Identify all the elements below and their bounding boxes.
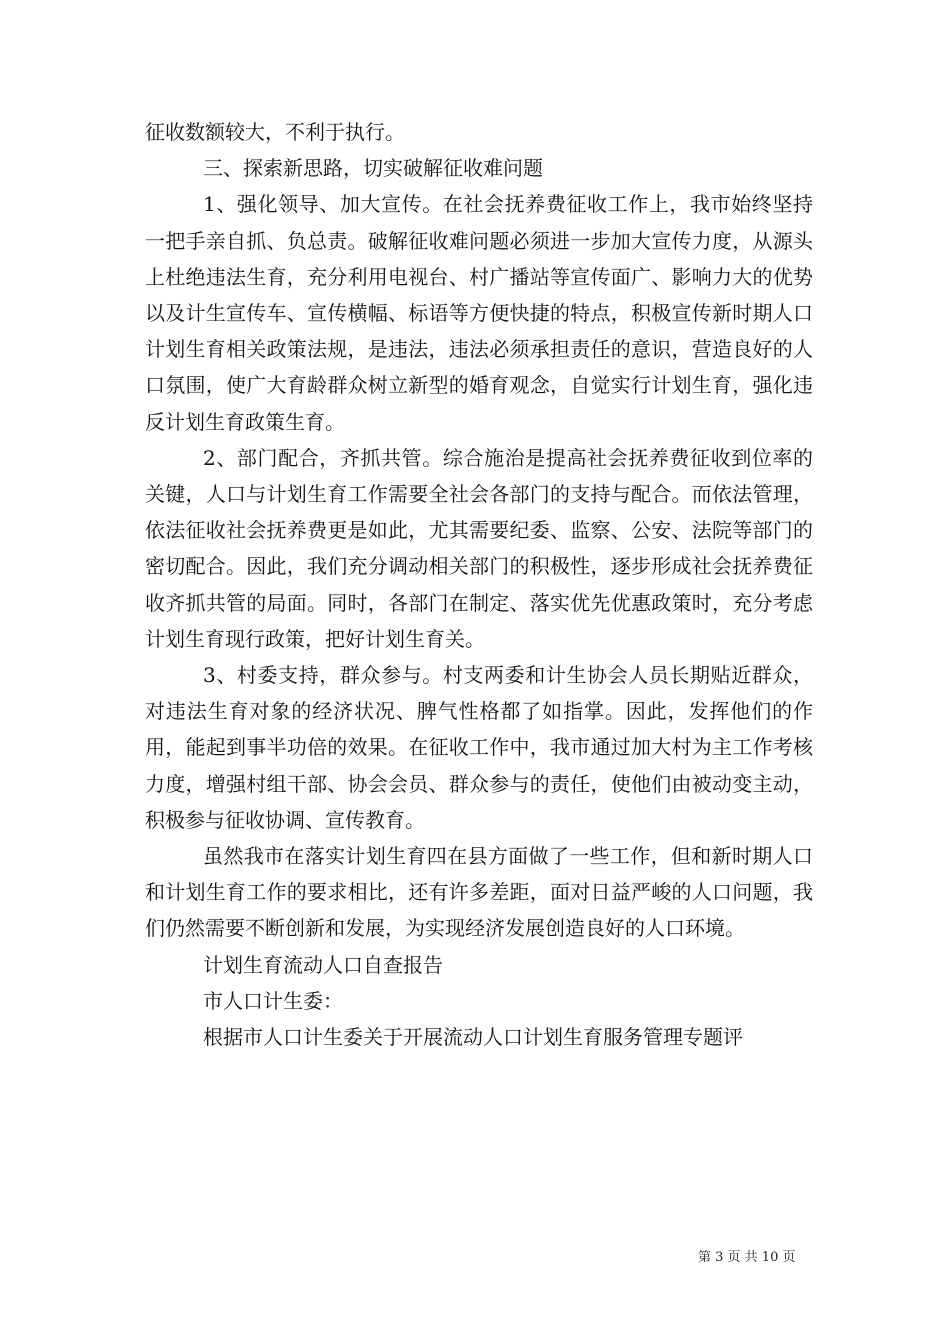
report-opening-line: 根据市人口计生委关于开展流动人口计划生育服务管理专题评 <box>203 1025 743 1050</box>
section-heading: 三、探索新思路，切实破解征收难问题 <box>203 156 543 181</box>
report-title: 计划生育流动人口自查报告 <box>203 952 443 977</box>
paragraph-conclusion: 虽然我市在落实计划生育四在县方面做了一些工作，但和新时期人口和计划生育工作的要求相比，还有许多差距，面对日益严峻的人口问题，我们仍然需要不断创新和发展，为实现经济发展创造良好的人口环境。 <box>145 844 813 941</box>
document-body <box>145 114 813 1055</box>
page-number: 第 3 页 共 10 页 <box>698 1250 796 1265</box>
paragraph-department-cooperation: 2、部门配合，齐抓共管。综合施治是提高社会抚养费征收到位率的关键，人口与计划生育工作需要全社会各部门的支持与配合。而依法管理，依法征收社会抚养费更是如此，尤其需要纪委、监察、公安、法院等部门的密切配合。因此，我们充分调动相关部门的积极性，逐步形成社会抚养费征收齐抓共管的局面。同时，各部门在制定、落实优先优惠政策时，充分考虑计划生育现行政策，把好计划生育关。 <box>145 445 813 651</box>
paragraph-village-support: 3、村委支持，群众参与。村支两委和计生协会人员长期贴近群众，对违法生育对象的经济状况、脾气性格都了如指掌。因此，发挥他们的作用，能起到事半功倍的效果。在征收工作中，我市通过加大村为主工作考核力度，增强村组干部、协会会员、群众参与的责任，使他们由被动变主动，积极参与征收协调、宣传教育。 <box>145 663 813 832</box>
salutation: 市人口计生委： <box>203 988 343 1013</box>
continuation-text: 征收数额较大，不利于执行。 <box>145 120 405 144</box>
paragraph-strengthen-leadership: 1、强化领导、加大宣传。在社会抚养费征收工作上，我市始终坚持一把手亲自抓、负总责。破解征收难问题必须进一步加大宣传力度，从源头上杜绝违法生育，充分利用电视台、村广播站等宣传面广、影响力大的优势以及计生宣传车、宣传横幅、标语等方便快捷的特点，积极宣传新时期人口计划生育相关政策法规，是违法，违法必须承担责任的意识，营造良好的人口氛围，使广大育龄群众树立新型的婚育观念，自觉实行计划生育，强化违反计划生育政策生育。 <box>145 192 813 434</box>
